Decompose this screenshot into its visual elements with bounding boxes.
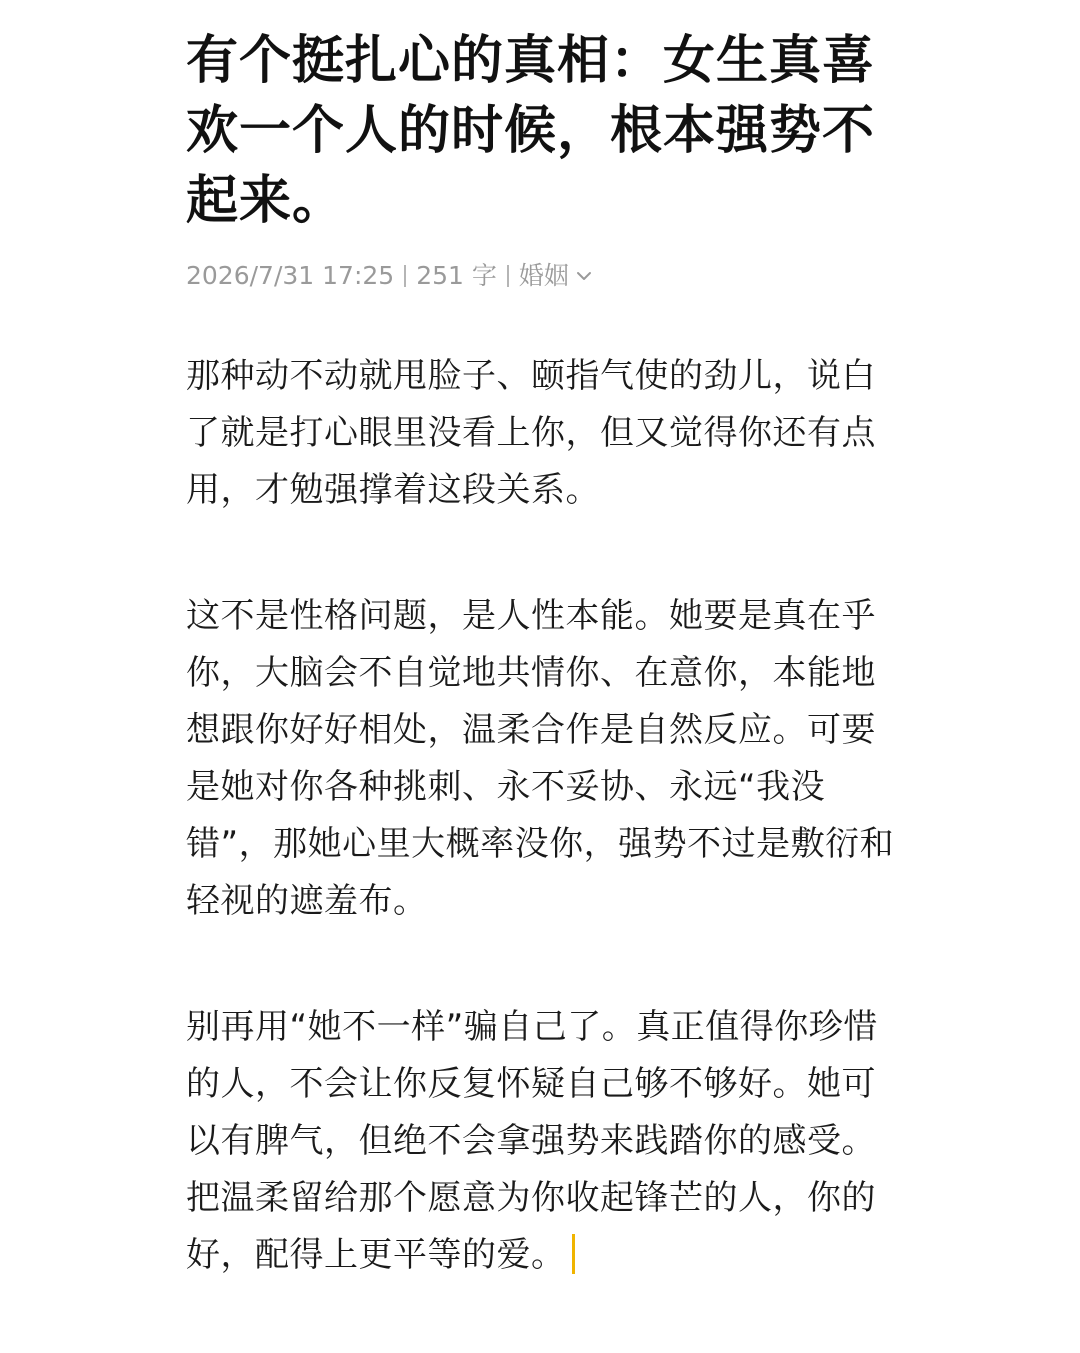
article-title[interactable]: 有个挺扎心的真相：女生真喜欢一个人的时候，根本强势不起来。	[186, 31, 876, 231]
body-paragraph[interactable]: 这不是性格问题，是人性本能。她要是真在乎你，大脑会不自觉地共情你、在意你，本能地想跟你好好相处，温柔合作是自然反应。可要是她对你各种挑刺、永不妥协、永远“我没错”，那她心里大概率没你，强势不过是敷衍和轻视的遮羞布。	[186, 596, 895, 921]
text-cursor	[572, 1234, 575, 1274]
article-datetime: 2026/7/31 17:25	[186, 261, 395, 290]
meta-divider	[507, 265, 509, 287]
paragraph-text: 别再用“她不一样”骗自己了。真正值得你珍惜的人，不会让你反复怀疑自己够不够好。她可以有脾气，但绝不会拿强势来践踏你的感受。把温柔留给那个愿意为你收起锋芒的人，你的好，配得上更平等的爱。	[186, 1007, 878, 1275]
article-meta	[186, 260, 906, 292]
article-word-count: 251 字	[416, 261, 497, 290]
body-paragraph[interactable]: 那种动不动就甩脸子、颐指气使的劲儿，说白了就是打心眼里没看上你，但又觉得你还有点用，才勉强撑着这段关系。	[186, 356, 876, 510]
meta-divider	[404, 265, 406, 287]
category-label: 婚姻	[518, 261, 569, 290]
note-editor[interactable]	[186, 26, 906, 1284]
article-body[interactable]	[186, 348, 906, 1284]
category-selector[interactable]	[519, 260, 593, 292]
body-paragraph[interactable]	[186, 999, 906, 1284]
chevron-down-icon	[575, 267, 593, 285]
